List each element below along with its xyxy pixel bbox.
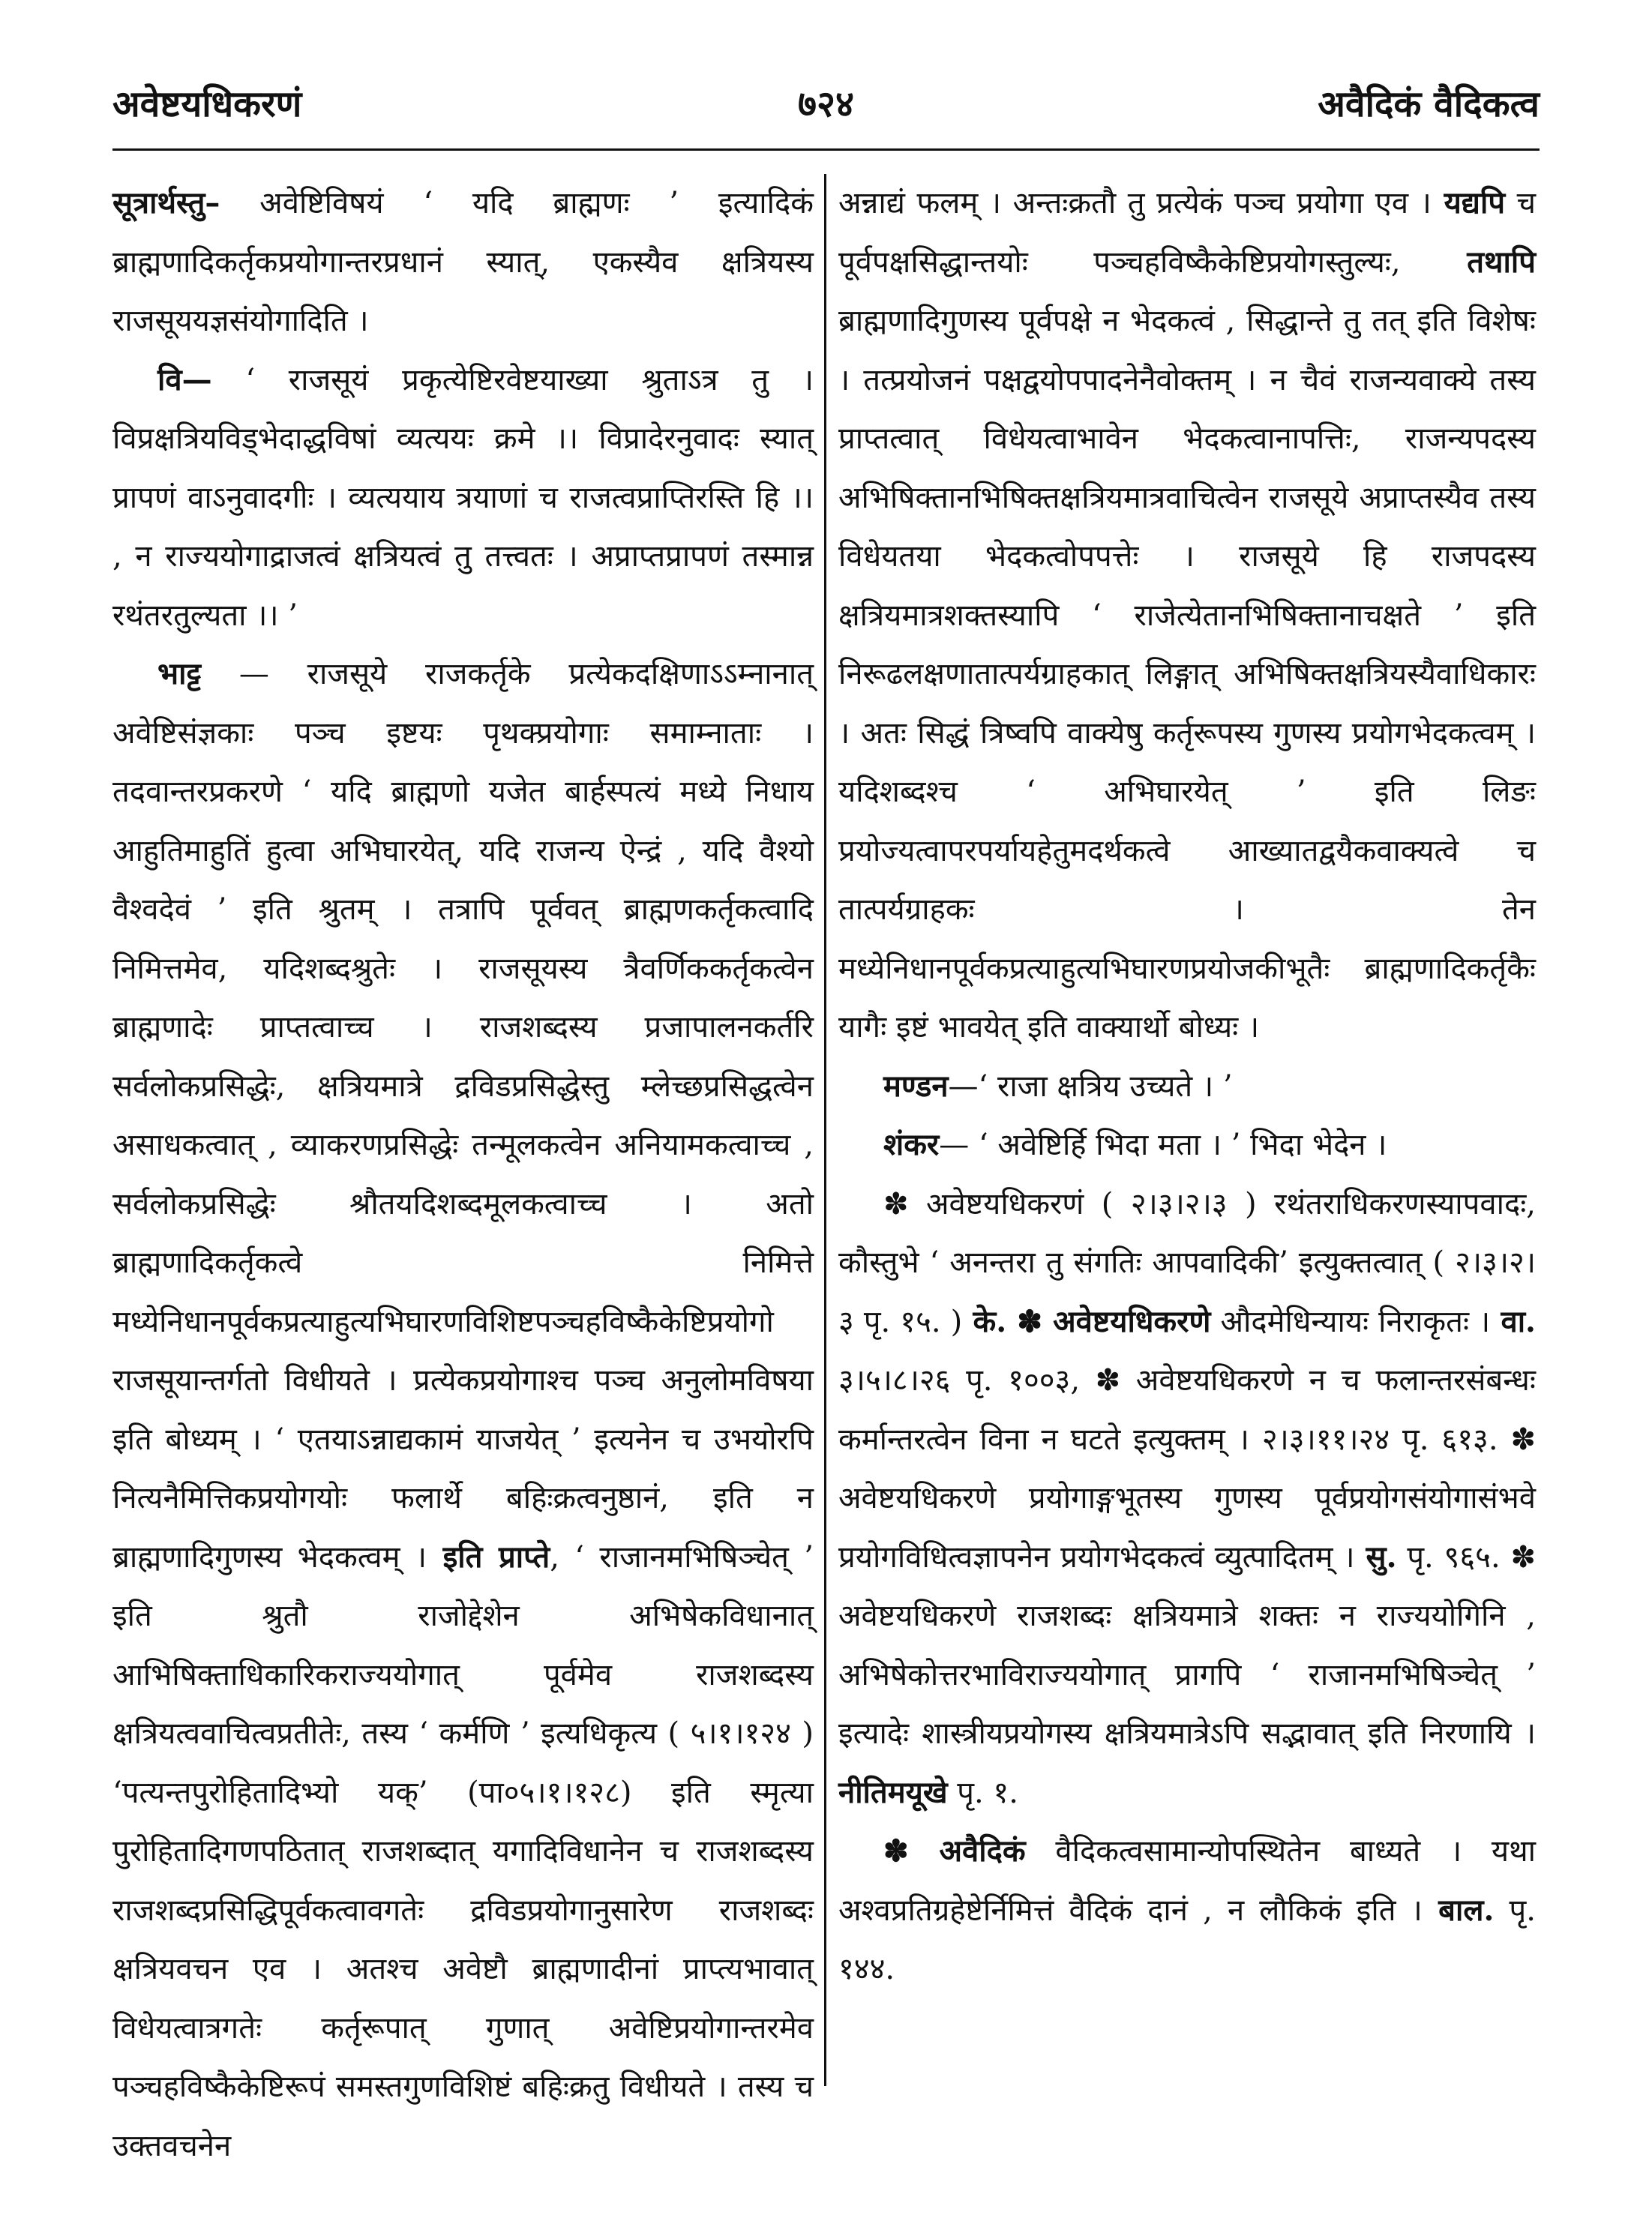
label-tathapi: तथापि bbox=[1400, 244, 1536, 280]
label-sutrartha: सूत्रार्थस्तु– bbox=[112, 185, 220, 220]
label-va: वा. bbox=[1490, 1303, 1536, 1339]
label-bal: बाल. bbox=[1422, 1892, 1495, 1928]
paragraph-shankara bbox=[838, 1116, 1536, 1175]
label-mandana: मण्डन bbox=[883, 1068, 949, 1104]
right-column bbox=[838, 174, 1536, 1999]
label-shankara: शंकर bbox=[883, 1127, 940, 1162]
text-ref-c: ३।५।८।२६ पृ. १००३, ✽ अवेष्टयधिकरणे न च फलान्तरसंबन्धः कर्मान्तरत्वेन विना न घटते इत्युक्तम् । २।३।११।२४ पृ. ६१३. ✽ अवेष्टयधिकरणे प्रयोगाङ्गभूतस्य गुणस्य पूर्वप्रयोगसंयोगासंभवे प्रयोगविधित्वज्ञापनेन प्रयोगभेदकत्वं व्युत्पादितम् । bbox=[838, 1363, 1536, 1575]
text-sutrartha: अवेष्टिविषयं ‘ यदि ब्राह्मणः ’ इत्यादिकं ब्राह्मणादिकर्तृकप्रयोगान्तरप्रधानं स्यात्, एकस्यैव क्षत्रियस्य राजसूययज्ञसंयोगादिति । bbox=[112, 186, 814, 338]
paragraph-references bbox=[838, 1175, 1536, 1823]
text-bhatta: — राजसूये राजकर्तृके प्रत्येकदक्षिणाऽऽम्नानात् अवेष्टिसंज्ञकाः पञ्च इष्टयः पृथक्प्रयोगाः समाम्नाताः । तदवान्तरप्रकरणे ‘ यदि ब्राह्मणो यजेत बार्हस्पत्यं मध्ये निधाय आहुतिमाहुतिं हुत्वा अभिघारयेत्, यदि राजन्य ऐन्द्रं , यदि वैश्यो वैश्वदेवं ’ इति श्रुतम् । तत्रापि पूर्ववत् ब्राह्मणकर्तृकत्वादि निमित्तमेव, यदिशब्दश्रुतेः । राजसूयस्य त्रैवर्णिककर्तृकत्वेन ब्राह्मणादेः प्राप्तत्वाच्च । राजशब्दस्य प्रजापालनकर्तरि सर्वलोकप्रसिद्धेः, क्षत्रियमात्रे द्रविडप्रसिद्धेस्तु म्लेच्छप्रसिद्धत्वेन असाधकत्वात् , व्याकरणप्रसिद्धेः तन्मूलकत्वेन अनियामकत्वाच्च , सर्वलोकप्रसिद्धेः श्रौतयदिशब्दमूलकत्वाच्च । अतो ब्राह्मणादिकर्तृकत्वे निमित्ते मध्येनिधानपूर्वकप्रत्याहुत्यभिघारणविशिष्टपञ्चहविष्कैकेष्टिप्रयोगो राजसूयान्तर्गतो विधीयते । प्रत्येकप्रयोगाश्च पञ्च अनुलोमविषया इति बोध्यम् । ‘ एतयाऽन्नाद्यकामं याजयेत् ’ इत्यनेन च उभयोरपि नित्यनैमित्तिकप्रयोगयोः फलार्थे बहिःक्रत्वनुष्ठानं, इति न ब्राह्मणादिगुणस्य भेदकत्वम् । bbox=[112, 657, 814, 1575]
text-shankara: — ‘ अवेष्टिर्हि भिदा मता । ’ भिदा भेदेन । bbox=[939, 1128, 1387, 1162]
label-su: सु. bbox=[1354, 1539, 1397, 1575]
running-title-left: अवेष्टयधिकरणं bbox=[112, 83, 302, 125]
paragraph-annadyam bbox=[838, 174, 1536, 1057]
page-number: ७२४ bbox=[798, 83, 854, 125]
label-vi: वि— bbox=[157, 361, 212, 397]
text-bal-page: पृ. १४४. bbox=[838, 1893, 1536, 1986]
header-rule bbox=[112, 148, 1540, 151]
text-ref-e: पृ. १. bbox=[947, 1775, 1018, 1810]
left-column bbox=[112, 174, 814, 2175]
text-avaidikam: वैदिकत्वसामान्योपस्थितेन बाध्यते । यथा अश्वप्रतिग्रहेष्टेर्निमित्तं वैदिकं दानं , न लौकिकं इति । bbox=[838, 1834, 1536, 1928]
text-ref-a: ✽ अवेष्टयधिकरणं ( २।३।२।३ ) रथंतराधिकरणस्यापवादः, कौस्तुभे ‘ अनन्तरा तु संगतिः आपवादिकी’ इत्युक्तत्वात् ( २।३।२।३ पृ. १५. ) bbox=[838, 1186, 1536, 1339]
paragraph-avaidikam bbox=[838, 1822, 1536, 1999]
column-divider bbox=[824, 174, 826, 2086]
label-iti-prapte: इति प्राप्ते bbox=[427, 1539, 550, 1575]
page-header bbox=[112, 79, 1540, 139]
text-vi: ‘ राजसूयं प्रकृत्येष्टिरवेष्टयाख्या श्रुताऽत्र तु । विप्रक्षत्रियविड्भेदाद्धविषां व्यत्ययः क्रमे ।। विप्रादेरनुवादः स्यात् प्रापणं वाऽनुवादगीः । व्यत्ययाय त्रयाणां च राजत्वप्राप्तिरस्ति हि ।। , न राज्ययोगाद्राजत्वं क्षत्रियत्वं तु तत्त्वतः । अप्राप्तप्रापणं तस्मान्न रथंतरतुल्यता ।। ’ bbox=[112, 362, 814, 633]
paragraph-sutrartha bbox=[112, 174, 814, 351]
paragraph-mandana bbox=[838, 1057, 1536, 1117]
label-nitimayukha: नीतिमयूखे bbox=[838, 1774, 948, 1810]
text-mandana: —‘ राजा क्षत्रिय उच्यते । ’ bbox=[948, 1069, 1233, 1104]
text-annadyam: अन्नाद्यं फलम् । अन्तःक्रतौ तु प्रत्येकं पञ्च प्रयोगा एव । bbox=[838, 186, 1432, 220]
label-ke: के. ✽ अवेष्टयधिकरणे bbox=[962, 1303, 1211, 1339]
paragraph-bhatta bbox=[112, 645, 814, 2175]
label-yadyapi: यद्यपि bbox=[1431, 185, 1506, 220]
running-title-right: अवैदिकं वैदिकत्व bbox=[1318, 83, 1540, 125]
text-ref-d: पृ. ९६५. ✽ अवेष्टयधिकरणे राजशब्दः क्षत्रियमात्रे शक्तः न राज्ययोगिनि , अभिषेकोत्तरभाविराज्ययोगात् प्रागपि ‘ राजानमभिषिञ्चेत् ’ इत्यादेः शास्त्रीयप्रयोगस्य क्षत्रियमात्रेऽपि सद्भावात् इति निरणायि । bbox=[838, 1539, 1536, 1751]
paragraph-vi bbox=[112, 351, 814, 646]
text-ref-b: औदमेधिन्यायः निराकृतः । bbox=[1210, 1304, 1491, 1339]
text-purvapaksha: च पूर्वपक्षसिद्धान्तयोः पञ्चहविष्कैकेष्टिप्रयोगस्तुल्यः, bbox=[838, 186, 1536, 280]
text-brahmanadi: ब्राह्मणादिगुणस्य पूर्वपक्षे न भेदकत्वं , सिद्धान्ते तु तत् इति विशेषः । तत्प्रयोजनं पक्षद्वयोपपादनेनैवोक्तम् । न चैवं राजन्यवाक्ये तस्य प्राप्तत्वात् विधेयत्वाभावेन भेदकत्वानापत्तिः, राजन्यपदस्य अभिषिक्तानभिषिक्तक्षत्रियमात्रवाचित्वेन राजसूये अप्राप्तस्यैव तस्य विधेयतया भेदकत्वोपपत्तेः । राजसूये हि राजपदस्य क्षत्रियमात्रशक्तस्यापि ‘ राजेत्येतानभिषिक्तानाचक्षते ’ इति निरूढलक्षणातात्पर्यग्राहकात् लिङ्गात् अभिषिक्तक्षत्रियस्यैवाधिकारः । अतः सिद्धं त्रिष्वपि वाक्येषु कर्तृरूपस्य गुणस्य प्रयोगभेदकत्वम् । यदिशब्दश्च ‘ अभिघारयेत् ’ इति लिङः प्रयोज्यत्वापरपर्यायहेतुमदर्थकत्वे आख्यातद्वयैकवाक्यत्वे च तात्पर्यग्राहकः । तेन मध्येनिधानपूर्वकप्रत्याहुत्यभिघारणप्रयोजकीभूतैः ब्राह्मणादिकर्तृकैः यागैः इष्टं भावयेत् इति वाक्यार्थो बोध्यः । bbox=[838, 304, 1536, 1045]
text-bhatta-cont: , ‘ राजानमभिषिञ्चेत् ’ इति श्रुतौ राजोद्देशेन अभिषेकविधानात् आभिषिक्ताधिकारिकराज्ययोगात् पूर्वमेव राजशब्दस्य क्षत्रियत्ववाचित्वप्रतीतेः, तस्य ‘ कर्मणि ’ इत्यधिकृत्य ( ५।१।१२४ ) ‘पत्यन्तपुरोहितादिभ्यो यक्’ (पा०५।१।१२८) इति स्मृत्या पुरोहितादिगणपठितात् राजशब्दात् यगादिविधानेन च राजशब्दस्य राजशब्दप्रसिद्धिपूर्वकत्वावगतेः द्रविडप्रयोगानुसारेण राजशब्दः क्षत्रियवचन एव । अतश्च अवेष्टौ ब्राह्मणादीनां प्राप्त्यभावात् विधेयत्वात्रगतेः कर्तृरूपात् गुणात् अवेष्टिप्रयोगान्तरमेव पञ्चहविष्कैकेष्टिरूपं समस्तगुणविशिष्टं बहिःक्रतु विधीयते । तस्य च उक्तवचनेन bbox=[112, 1539, 814, 2163]
label-bhatta: भाट्ट bbox=[157, 656, 202, 691]
label-avaidikam: ✽ अवैदिकं bbox=[883, 1833, 1026, 1869]
